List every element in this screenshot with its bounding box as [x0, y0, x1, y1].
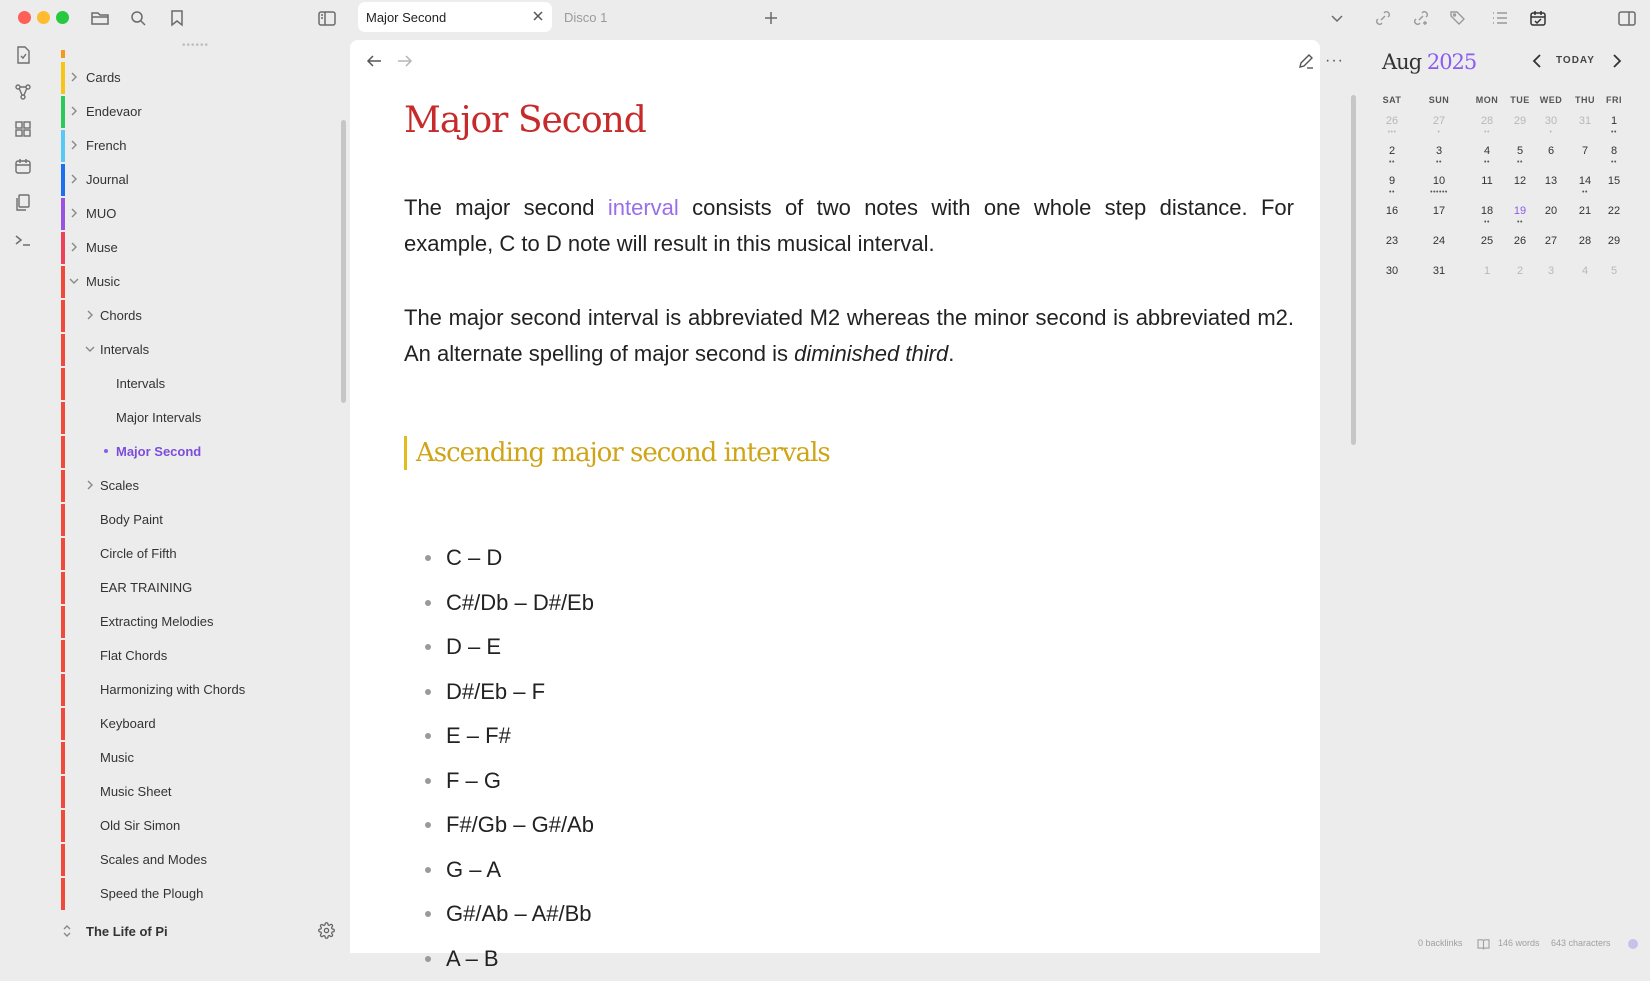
folder-color-bar — [61, 436, 65, 468]
active-file-dot-icon — [104, 449, 108, 453]
minimize-window-button[interactable] — [37, 11, 50, 24]
bullet-icon — [425, 555, 431, 561]
close-window-button[interactable] — [18, 11, 31, 24]
calendar-day[interactable]: 23 — [1385, 235, 1399, 247]
previous-month-chevron-icon[interactable] — [1532, 54, 1542, 68]
canvas-icon[interactable] — [12, 118, 34, 140]
tree-item-label: Chords — [100, 307, 142, 323]
list-item — [404, 848, 501, 892]
list-item-text: G – A — [446, 856, 502, 882]
list-item-text: D#/Eb – F — [446, 678, 546, 704]
outgoing-links-icon[interactable] — [1372, 7, 1394, 29]
sidebar-toggle-icon[interactable] — [316, 7, 338, 29]
note-dots-indicator: •• — [1389, 189, 1395, 196]
list-item — [404, 625, 501, 669]
tags-icon[interactable] — [1448, 7, 1470, 29]
list-item-text: F – G — [446, 767, 502, 793]
folder-color-bar — [61, 96, 65, 128]
calendar-day[interactable]: 9 — [1388, 175, 1396, 187]
note-title: Major Second — [404, 100, 646, 141]
folder-color-bar — [61, 640, 65, 672]
tree-item-label: Body Paint — [100, 511, 163, 527]
status-backlinks[interactable]: 0 backlinks — [1418, 938, 1463, 948]
folder-color-bar — [61, 334, 65, 366]
note-dots-indicator: •• — [1611, 159, 1617, 166]
tree-item-label: Intervals — [116, 375, 166, 391]
calendar-day[interactable]: 16 — [1385, 205, 1399, 217]
folder-music[interactable] — [56, 266, 336, 296]
chevron-right-icon[interactable] — [68, 105, 80, 117]
folder-color-bar — [61, 198, 65, 230]
folder-color-bar — [61, 674, 65, 706]
folder-color-bar — [61, 844, 65, 876]
search-icon[interactable] — [127, 7, 149, 29]
weekday-header: MON — [1475, 95, 1499, 105]
folder-color-bar — [61, 810, 65, 842]
tree-item-label: Muse — [86, 239, 118, 255]
folder-muse[interactable] — [56, 232, 336, 262]
tab-major-second[interactable] — [358, 2, 552, 32]
bullet-icon — [425, 600, 431, 606]
folder-color-bar — [61, 164, 65, 196]
folder-french[interactable] — [56, 130, 336, 160]
list-item-text: G#/Ab – A#/Bb — [446, 901, 592, 926]
bullet-icon — [425, 644, 431, 650]
bullet-icon — [425, 956, 431, 962]
folder-color-bar — [61, 538, 65, 570]
next-month-chevron-icon[interactable] — [1612, 54, 1622, 68]
paragraph-text: . — [948, 341, 955, 366]
calendar-month: Aug — [1382, 50, 1422, 74]
note-dots-indicator: •• — [1436, 159, 1442, 166]
calendar-day[interactable]: 28 — [1480, 115, 1494, 127]
list-item — [404, 670, 545, 714]
file-speed-the-plough[interactable] — [56, 878, 336, 908]
calendar-day[interactable]: 1 — [1483, 265, 1491, 277]
file-extracting-melodies[interactable] — [56, 606, 336, 636]
tree-item-label: Scales — [100, 477, 140, 493]
tree-item-label: Music Sheet — [100, 783, 172, 799]
folder-color-bar — [61, 232, 65, 264]
chevron-right-icon[interactable] — [68, 241, 80, 253]
folder-color-bar — [61, 708, 65, 740]
bullet-icon — [425, 778, 431, 784]
calendar-view-icon[interactable] — [1527, 7, 1549, 29]
tab-label: Disco 1 — [564, 9, 608, 25]
list-item-text: E – F# — [446, 723, 511, 748]
file-ear-training[interactable] — [56, 572, 336, 602]
calendar-day[interactable]: 22 — [1607, 205, 1621, 217]
note-dots-indicator: •• — [1611, 129, 1617, 136]
chevron-right-icon[interactable] — [68, 71, 80, 83]
list-item — [404, 892, 592, 936]
list-item-text: C – D — [446, 545, 503, 570]
folder-journal[interactable] — [56, 164, 336, 194]
weekday-header: FRI — [1606, 95, 1622, 105]
tab-list-chevron-icon[interactable] — [1326, 7, 1348, 29]
chevron-right-icon[interactable] — [68, 207, 80, 219]
folder-color-bar — [61, 402, 65, 434]
tree-item-label: Harmonizing with Chords — [100, 681, 246, 697]
folder-color-bar — [61, 776, 65, 808]
calendar-day[interactable]: 4 — [1483, 145, 1491, 157]
bullet-icon — [425, 689, 431, 695]
templates-icon[interactable] — [12, 192, 34, 214]
calendar-day[interactable]: 11 — [1481, 175, 1493, 187]
tree-item-label: Intervals — [100, 341, 150, 357]
drag-handle[interactable]: •••••• — [182, 40, 210, 51]
calendar-day[interactable]: 26 — [1385, 115, 1399, 127]
weekday-header: WED — [1539, 95, 1563, 105]
calendar-day[interactable]: 31 — [1578, 115, 1592, 127]
note-dots-indicator: •• — [1517, 219, 1523, 226]
calendar-day[interactable]: 13 — [1544, 175, 1558, 187]
calendar-day[interactable]: 20 — [1544, 205, 1558, 217]
bullet-icon — [425, 733, 431, 739]
forward-arrow-icon[interactable] — [397, 54, 413, 68]
folder-color-bar — [61, 470, 65, 502]
calendar-day[interactable]: 27 — [1432, 115, 1446, 127]
list-item — [404, 536, 502, 580]
calendar-day[interactable]: 3 — [1547, 265, 1555, 277]
calendar-day[interactable]: 15 — [1607, 175, 1621, 187]
list-item — [404, 803, 594, 847]
calendar-month-year — [1382, 50, 1476, 74]
tree-item-label: Major Intervals — [116, 409, 202, 425]
folder-color-bar — [61, 130, 65, 162]
calendar-day[interactable]: 10 — [1432, 175, 1446, 187]
explorer-scrollbar[interactable] — [341, 120, 346, 403]
calendar-day[interactable]: 3 — [1435, 145, 1443, 157]
folder-color-bar — [61, 62, 65, 94]
file-scales-and-modes[interactable] — [56, 844, 336, 874]
tree-item-label: Journal — [86, 171, 129, 187]
file-music[interactable] — [56, 742, 336, 772]
calendar-day[interactable]: 21 — [1578, 205, 1592, 217]
list-item — [404, 937, 499, 981]
tab-label: Major Second — [366, 9, 447, 25]
weekday-header: SAT — [1382, 95, 1402, 105]
tree-item-label: Extracting Melodies — [100, 613, 214, 629]
bullet-icon — [425, 867, 431, 873]
folder-color-bar — [61, 368, 65, 400]
folder-scales[interactable] — [56, 470, 336, 500]
right-sidebar-toggle-icon[interactable] — [1616, 7, 1638, 29]
note-dots-indicator: •• — [1484, 129, 1490, 136]
calendar-day[interactable]: 1 — [1610, 115, 1618, 127]
tree-item-label: MUO — [86, 205, 117, 221]
calendar-day[interactable]: 12 — [1513, 175, 1527, 187]
file-explorer — [56, 40, 338, 905]
tree-item-label: Old Sir Simon — [100, 817, 181, 833]
tree-item-label: Flat Chords — [100, 647, 168, 663]
new-tab-icon[interactable] — [760, 7, 782, 29]
folder-color-bar — [61, 878, 65, 910]
tree-item-label: Music — [86, 273, 120, 289]
tree-item-label: Major Second — [116, 443, 202, 459]
list-item-text: F#/Gb – G#/Ab — [446, 812, 594, 837]
list-item — [404, 759, 501, 803]
folder-intervals[interactable] — [56, 334, 336, 364]
list-item-text: A – B — [446, 945, 499, 971]
maximize-window-button[interactable] — [56, 11, 69, 24]
calendar-day[interactable]: 7 — [1581, 145, 1589, 157]
calendar-day[interactable]: 30 — [1544, 115, 1558, 127]
folder-color-bar — [61, 742, 65, 774]
back-arrow-icon[interactable] — [366, 54, 382, 68]
settings-gear-icon[interactable] — [318, 922, 335, 939]
paragraph-abbreviation — [404, 300, 1294, 372]
tree-item-label: Music — [100, 749, 134, 765]
file-keyboard[interactable] — [56, 708, 336, 738]
folder-color-bar — [61, 572, 65, 604]
note-dots-indicator: • — [1549, 129, 1553, 136]
command-palette-icon[interactable] — [12, 229, 34, 251]
calendar-day[interactable]: 29 — [1513, 115, 1527, 127]
folder-icon[interactable] — [89, 7, 111, 29]
outline-icon[interactable] — [1489, 7, 1511, 29]
bookmark-icon[interactable] — [166, 7, 188, 29]
tree-item-label: Scales and Modes — [100, 851, 207, 867]
bullet-icon — [425, 822, 431, 828]
tree-item-label: Cards — [86, 69, 121, 85]
chevron-right-icon[interactable] — [68, 139, 80, 151]
folder-color-bar — [61, 266, 65, 298]
vault-switcher[interactable] — [62, 920, 332, 942]
paragraph-intro — [404, 190, 1294, 262]
today-button[interactable]: TODAY — [1556, 55, 1595, 66]
weekday-header: THU — [1575, 95, 1595, 105]
editor-scrollbar[interactable] — [1351, 95, 1356, 445]
calendar-day[interactable]: 5 — [1516, 145, 1524, 157]
folder-endevaor[interactable] — [56, 96, 336, 126]
paragraph-text: The major second interval is abbreviated M2 whereas the minor second is abbreviated m2. An alternate spelling of major second is — [404, 305, 1294, 366]
tree-item-label: French — [86, 137, 127, 153]
more-options-icon[interactable]: ··· — [1325, 52, 1344, 69]
paragraph-text: The major second — [404, 195, 608, 220]
folder-color-bar — [61, 300, 65, 332]
section-heading: Ascending major second intervals — [404, 436, 830, 470]
file-music-sheet[interactable] — [56, 776, 336, 806]
vault-switch-chevrons-icon — [62, 924, 76, 938]
file-major-second[interactable] — [56, 436, 336, 466]
list-item-text: C#/Db – D#/Eb — [446, 589, 594, 615]
file-circle-of-fifth[interactable] — [56, 538, 336, 568]
calendar-day[interactable]: 31 — [1432, 265, 1446, 277]
calendar-day[interactable]: 28 — [1578, 235, 1592, 247]
tab-disco-1[interactable] — [556, 2, 756, 32]
chevron-right-icon[interactable] — [68, 173, 80, 185]
calendar-day[interactable]: 14 — [1578, 175, 1592, 187]
folder-color-bar — [61, 504, 65, 536]
interval-link[interactable]: interval — [607, 195, 679, 220]
file-old-sir-simon[interactable] — [56, 810, 336, 840]
editor-pane — [350, 40, 1344, 971]
graph-view-icon[interactable] — [12, 81, 34, 103]
file-major-intervals[interactable] — [56, 402, 336, 432]
paragraph-text: consists of two notes with one whole step distance. For example, C to D note will result in this musical interval. — [404, 195, 1294, 256]
calendar-day[interactable]: 30 — [1385, 265, 1399, 277]
backlinks-icon[interactable] — [1410, 7, 1432, 29]
note-dots-indicator: •• — [1582, 189, 1588, 196]
calendar-day[interactable]: 17 — [1432, 205, 1446, 217]
reading-mode-book-icon[interactable] — [1477, 938, 1490, 949]
file-harmonizing-with-chords[interactable] — [56, 674, 336, 704]
tree-item-label: Endevaor — [86, 103, 142, 119]
note-dots-indicator: •• — [1484, 159, 1490, 166]
folder-muo[interactable] — [56, 198, 336, 228]
note-dots-indicator: •••••• — [1430, 189, 1448, 196]
sync-status-icon[interactable] — [1628, 939, 1638, 949]
file-flat-chords[interactable] — [56, 640, 336, 670]
calendar-day[interactable]: 24 — [1432, 235, 1446, 247]
calendar-day[interactable]: 25 — [1480, 235, 1494, 247]
file-intervals[interactable] — [56, 368, 336, 398]
tree-item-label: Keyboard — [100, 715, 156, 731]
open-quick-switcher-icon[interactable] — [12, 44, 34, 66]
calendar-day[interactable]: 6 — [1547, 145, 1555, 157]
list-item-text: D – E — [446, 634, 502, 659]
tree-item-label: Circle of Fifth — [100, 545, 177, 561]
bullet-icon — [425, 911, 431, 917]
calendar-day[interactable]: 26 — [1513, 235, 1527, 247]
note-dots-indicator: •• — [1389, 159, 1395, 166]
chevron-right-icon[interactable] — [84, 309, 96, 321]
calendar-day[interactable]: 4 — [1581, 265, 1589, 277]
calendar-day[interactable]: 8 — [1610, 145, 1618, 157]
status-word-count: 146 words — [1498, 938, 1540, 948]
chevron-down-icon[interactable] — [68, 275, 80, 287]
calendar-day[interactable]: 18 — [1480, 205, 1494, 217]
tree-item-label: EAR TRAINING — [100, 579, 193, 595]
weekday-header: SUN — [1428, 95, 1450, 105]
weekday-header: TUE — [1510, 95, 1530, 105]
folder-cards[interactable] — [56, 62, 336, 92]
list-item — [404, 714, 511, 758]
calendar-year: 2025 — [1426, 50, 1477, 74]
emphasis-text: diminished third — [794, 341, 949, 366]
vault-name: The Life of Pi — [86, 923, 168, 939]
note-dots-indicator: •• — [1484, 219, 1490, 226]
calendar-day[interactable]: 5 — [1610, 265, 1618, 277]
note-dots-indicator: •• — [1517, 159, 1523, 166]
calendar-day[interactable]: 2 — [1388, 145, 1396, 157]
status-character-count: 643 characters — [1551, 938, 1611, 948]
calendar-day[interactable]: 19 — [1513, 205, 1527, 217]
close-tab-icon[interactable] — [532, 10, 544, 22]
calendar-day[interactable]: 2 — [1516, 265, 1524, 277]
daily-note-icon[interactable] — [12, 155, 34, 177]
note-dots-indicator: ••• — [1387, 129, 1397, 136]
calendar-day[interactable]: 27 — [1544, 235, 1558, 247]
folder-chords[interactable] — [56, 300, 336, 330]
file-body-paint[interactable] — [56, 504, 336, 534]
chevron-down-icon[interactable] — [84, 343, 96, 355]
tree-item-label: Speed the Plough — [100, 885, 204, 901]
folder-color-bar — [61, 606, 65, 638]
list-item — [404, 581, 594, 625]
calendar-day[interactable]: 29 — [1607, 235, 1621, 247]
edit-pencil-icon[interactable] — [1298, 53, 1314, 69]
note-dots-indicator: • — [1437, 129, 1441, 136]
chevron-right-icon[interactable] — [84, 479, 96, 491]
calendar-panel — [1362, 40, 1650, 953]
